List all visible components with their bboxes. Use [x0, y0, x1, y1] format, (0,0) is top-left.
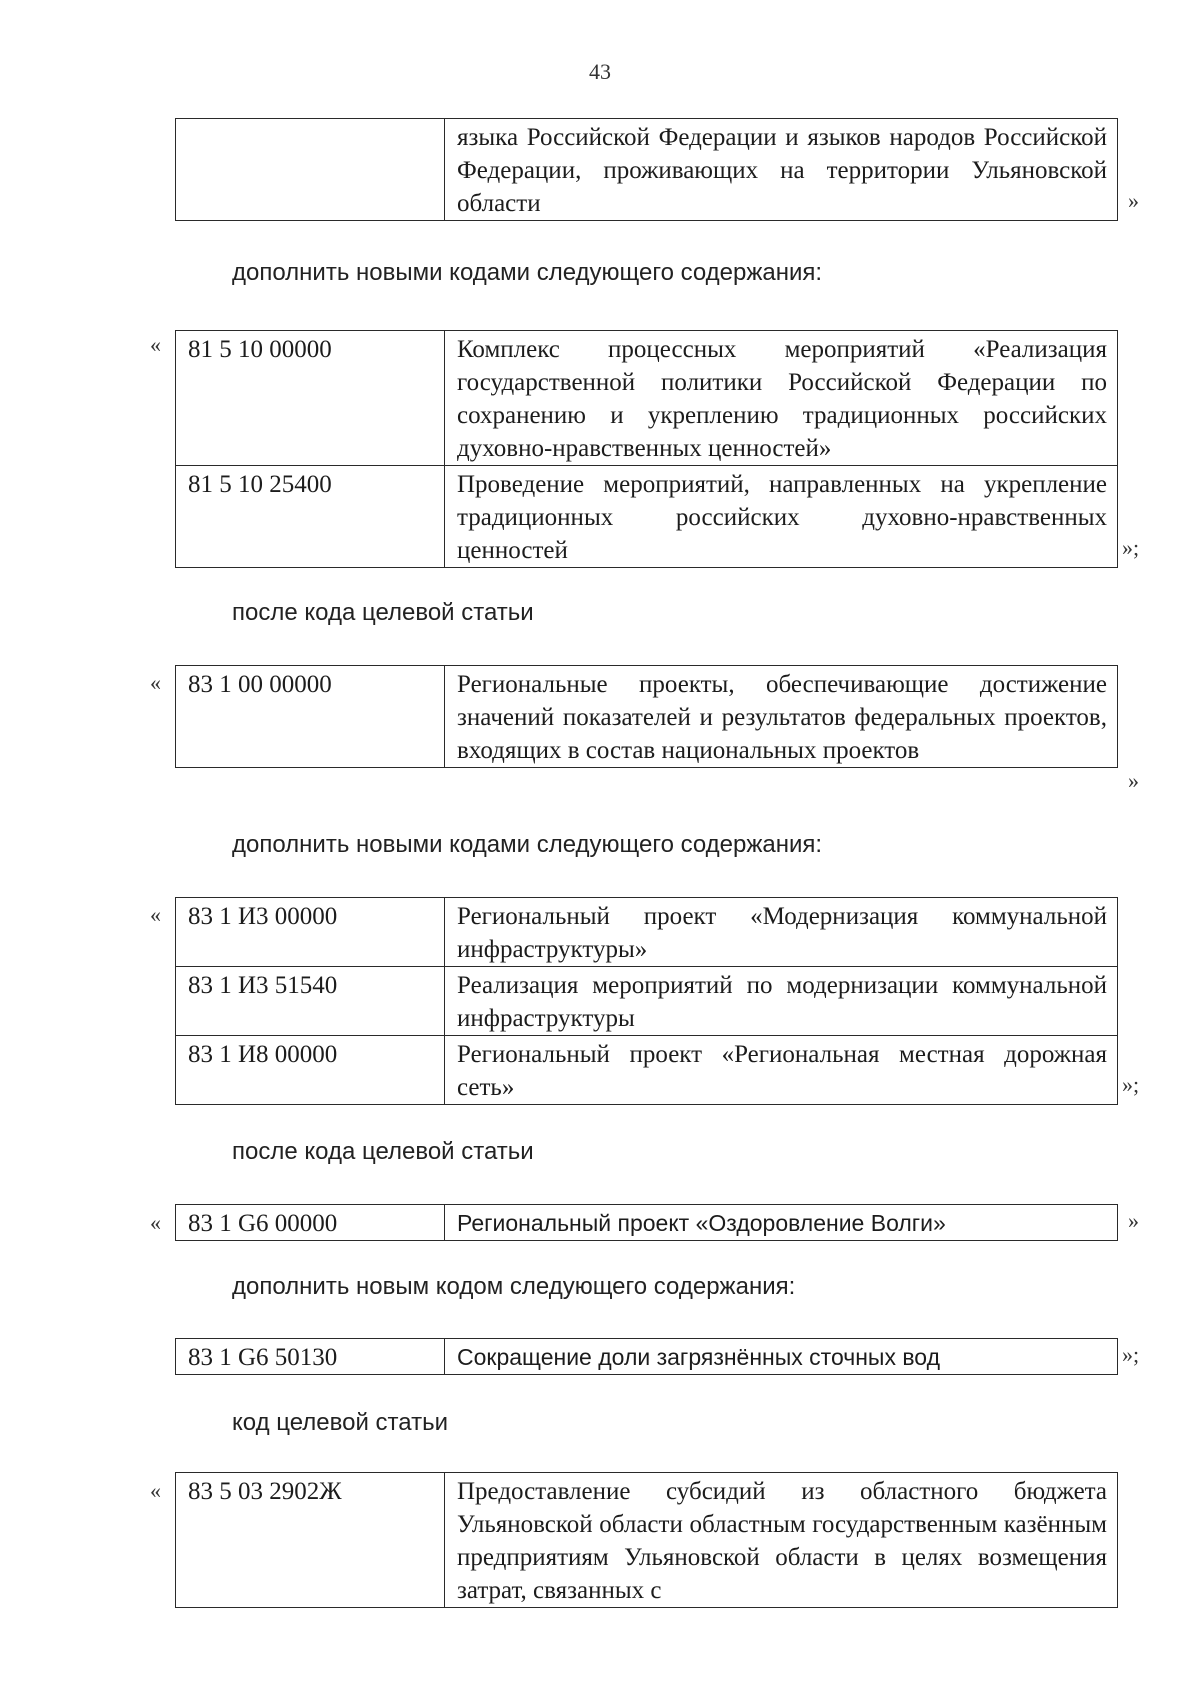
description-cell: Реализация мероприятий по модернизации коммунальной инфраструктуры — [445, 967, 1118, 1036]
opening-quote: « — [150, 902, 161, 927]
closing-quote: » — [1128, 768, 1139, 793]
code-cell — [176, 119, 445, 221]
code-cell: 81 5 10 25400 — [176, 466, 445, 568]
table-row — [176, 1036, 1118, 1105]
code-cell: 83 1 G6 00000 — [176, 1205, 445, 1241]
code-table-continuation — [175, 118, 1118, 221]
code-cell: 83 1 G6 50130 — [176, 1339, 445, 1375]
code-cell: 83 1 И3 00000 — [176, 898, 445, 967]
description-cell: Комплекс процессных мероприятий «Реализация государственной политики Российской Федерации по сохранению и укреплению традиционных российских духовно-нравственных ценностей» — [445, 331, 1118, 466]
code-table — [175, 1338, 1118, 1375]
closing-quote: » — [1128, 1208, 1139, 1233]
instruction-text: после кода целевой статьи — [232, 599, 534, 626]
closing-quote: »; — [1122, 535, 1140, 560]
description-cell: Региональные проекты, обеспечивающие достижение значений показателей и результатов федеральных проектов, входящих в состав национальных проектов — [445, 666, 1118, 768]
instruction-text: дополнить новыми кодами следующего содержания: — [232, 259, 823, 286]
code-table — [175, 897, 1118, 1105]
opening-quote: « — [150, 332, 161, 357]
opening-quote: « — [150, 1478, 161, 1503]
code-cell: 83 5 03 2902Ж — [176, 1473, 445, 1608]
description-cell: Региональный проект «Оздоровление Волги» — [445, 1205, 1118, 1241]
table-row — [176, 331, 1118, 466]
code-table — [175, 1472, 1118, 1608]
instruction-text: дополнить новыми кодами следующего содержания: — [232, 831, 823, 858]
closing-quote: »; — [1122, 1342, 1140, 1367]
description-cell: Региональный проект «Региональная местная дорожная сеть» — [445, 1036, 1118, 1105]
description-cell: Предоставление субсидий из областного бюджета Ульяновской области областным государственным казённым предприятиям Ульяновской области в целях возмещения затрат, связанных с — [445, 1473, 1118, 1608]
closing-quote: »; — [1122, 1072, 1140, 1097]
closing-quote: » — [1128, 188, 1139, 213]
description-cell: Региональный проект «Модернизация коммунальной инфраструктуры» — [445, 898, 1118, 967]
code-table — [175, 665, 1118, 768]
instruction-text: дополнить новым кодом следующего содержания: — [232, 1273, 796, 1300]
code-table — [175, 1204, 1118, 1241]
code-cell: 83 1 И3 51540 — [176, 967, 445, 1036]
instruction-text: после кода целевой статьи — [232, 1138, 534, 1165]
table-row — [176, 466, 1118, 568]
code-cell: 83 1 00 00000 — [176, 666, 445, 768]
description-cell: Сокращение доли загрязнённых сточных вод — [445, 1339, 1118, 1375]
code-cell: 81 5 10 00000 — [176, 331, 445, 466]
opening-quote: « — [150, 1210, 161, 1235]
page-number: 43 — [589, 59, 611, 84]
description-cell: языка Российской Федерации и языков народов Российской Федерации, проживающих на территории Ульяновской области — [445, 119, 1118, 221]
code-cell: 83 1 И8 00000 — [176, 1036, 445, 1105]
table-row — [176, 1205, 1118, 1241]
table-row — [176, 898, 1118, 967]
opening-quote: « — [150, 670, 161, 695]
description-cell: Проведение мероприятий, направленных на укрепление традиционных российских духовно-нравственных ценностей — [445, 466, 1118, 568]
table-row — [176, 119, 1118, 221]
instruction-text: код целевой статьи — [232, 1409, 448, 1436]
table-row — [176, 967, 1118, 1036]
table-row — [176, 666, 1118, 768]
table-row — [176, 1339, 1118, 1375]
table-row — [176, 1473, 1118, 1608]
code-table — [175, 330, 1118, 568]
